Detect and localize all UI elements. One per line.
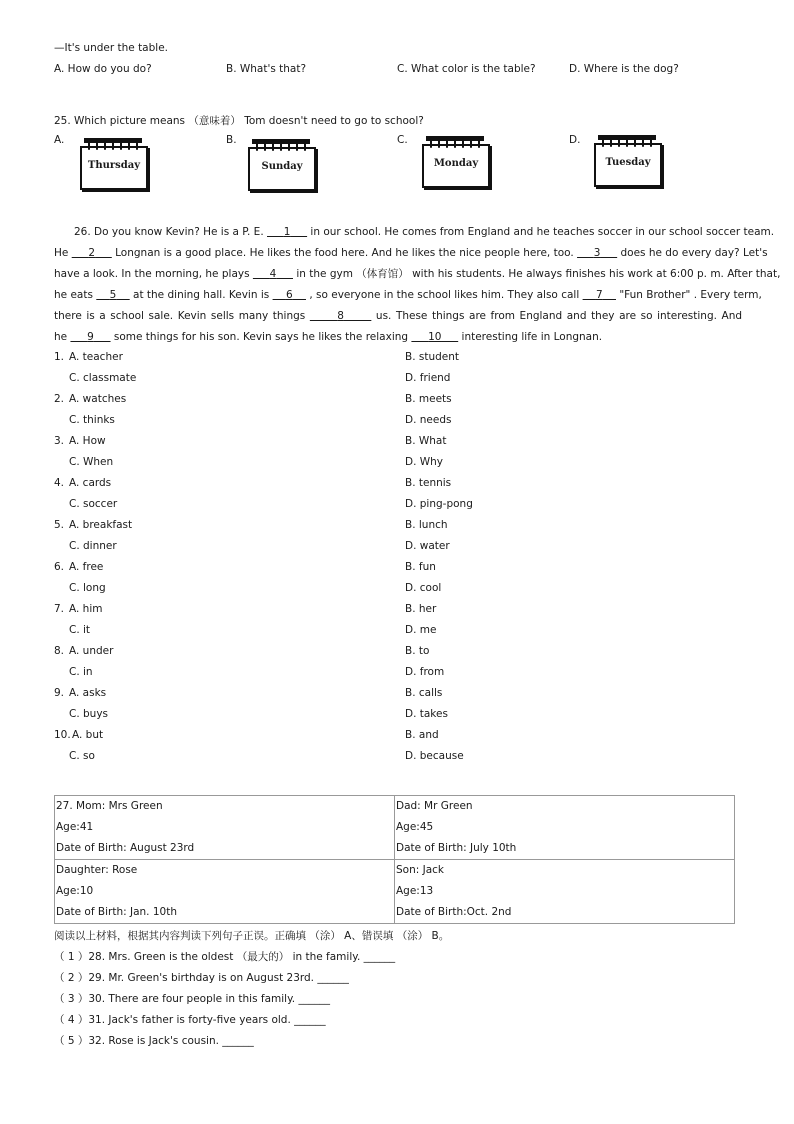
blank-2: 2 [88,247,96,259]
option-a: A. watches [69,393,127,405]
option-d: D. takes [405,708,448,720]
option-a: A. free [69,561,104,573]
calendar-icon-tuesday [594,135,660,185]
cell-line: Date of Birth: July 10th [396,842,517,854]
calendar-icon-monday [422,136,488,186]
option-number: 6. [54,561,65,573]
statement-32: （ 5 ）32. Rose is Jack's cousin. ______ [54,1035,254,1047]
option-d: D. ping-pong [405,498,473,510]
q25-question: 25. Which picture means （意味着） Tom doesn't need to go to school? [54,115,424,127]
cell-line: Dad: Mr Green [396,800,473,812]
option-d: D. Why [405,456,444,468]
option-b: B. lunch [405,519,448,531]
table-cell-mom [55,796,395,860]
table-cell-daughter [55,860,395,924]
option-d: D. needs [405,414,452,426]
passage-line: he eats 5 at the dining hall. Kevin is 6 , so everyone in the school likes him. They also call 7 "Fun Brother" . Every term, [54,289,762,301]
q25-option-d-letter: D. [569,134,581,146]
passage-line: have a look. In the morning, he plays 4 in the gym （体育馆） with his students. He always finishes his work at 6:00 p. m. After that, [54,268,781,280]
option-b: B. to [405,645,430,657]
option-number: 7. [54,603,65,615]
blank-6: 6 [285,289,293,301]
cell-line: Date of Birth:Oct. 2nd [396,906,512,918]
option-b: B. student [405,351,460,363]
q25-option-b-letter: B. [226,134,237,146]
option-number: 9. [54,687,65,699]
answer-line: —It's under the table. [54,42,168,54]
option-b: B. and [405,729,439,741]
option-number: 1. [54,351,65,363]
option-a: A. asks [69,687,107,699]
passage-line: He 2 Longnan is a good place. He likes the food here. And he likes the nice people here, too. 3 does he do every day? Let's [54,247,768,259]
option-a: A. but [72,729,104,741]
cell-line: Son: Jack [396,864,445,876]
family-info-table [54,795,735,924]
calendar-day-label: Monday [433,158,479,169]
option-d: D. from [405,666,445,678]
q25-option-c-letter: C. [397,134,408,146]
cell-line: Age:10 [56,885,94,897]
option-b: B. meets [405,393,452,405]
q24-option-d: D. Where is the dog? [569,63,679,75]
cell-line: Date of Birth: Jan. 10th [56,906,177,918]
passage-line: he 9 some things for his son. Kevin says he likes the relaxing 10 interesting life in Longnan. [54,331,603,343]
q24-option-c: C. What color is the table? [397,63,536,75]
q24-option-a: A. How do you do? [54,63,152,75]
q25-option-a-letter: A. [54,134,65,146]
option-number: 5. [54,519,65,531]
calendar-day-label: Sunday [261,161,303,172]
blank-10: 10 [428,331,442,343]
option-d: D. me [405,624,437,636]
option-a: A. under [69,645,114,657]
cell-line: Age:13 [396,885,434,897]
table-cell-son [395,860,735,924]
statement-28: （ 1 ）28. Mrs. Green is the oldest （最大的） in the family. ______ [54,951,396,963]
option-number: 2. [54,393,65,405]
q24-option-b: B. What's that? [226,63,307,75]
option-b: B. What [405,435,447,447]
table-cell-dad [395,796,735,860]
option-b: B. her [405,603,437,615]
passage-line: 26. Do you know Kevin? He is a P. E. 1 in our school. He comes from England and he teaches soccer in our school soccer team. [74,226,775,238]
option-a: A. him [69,603,103,615]
option-a: A. breakfast [69,519,133,531]
cell-line: Daughter: Rose [56,864,138,876]
option-c: C. so [69,750,95,762]
option-c: C. long [69,582,106,594]
option-d: D. cool [405,582,442,594]
option-a: A. cards [69,477,112,489]
option-c: C. dinner [69,540,117,552]
option-d: D. friend [405,372,451,384]
calendar-icon-sunday [248,139,314,189]
cell-line: Age:45 [396,821,434,833]
option-number: 10. [54,729,71,741]
option-c: C. soccer [69,498,118,510]
option-number: 8. [54,645,65,657]
table-row [55,796,735,860]
option-a: A. teacher [69,351,123,363]
option-c: C. thinks [69,414,115,426]
table-row [55,860,735,924]
option-a: A. How [69,435,106,447]
option-d: D. water [405,540,450,552]
instruction-text: 阅读以上材料，根据其内容判读下列句子正误。正确填 （涂） A、错误填 （涂） B。 [54,930,450,942]
option-c: C. classmate [69,372,137,384]
statement-30: （ 3 ）30. There are four people in this family. ______ [54,993,330,1005]
calendar-day-label: Tuesday [605,157,651,168]
option-c: C. in [69,666,93,678]
blank-9: 9 [87,331,94,343]
blank-7: 7 [595,289,603,301]
option-c: C. When [69,456,114,468]
option-number: 4. [54,477,65,489]
option-number: 3. [54,435,65,447]
cell-line: Date of Birth: August 23rd [56,842,195,854]
option-b: B. fun [405,561,436,573]
calendar-day-label: Thursday [87,160,141,171]
blank-8: 8 [337,310,344,322]
cell-line: Age:41 [56,821,94,833]
calendar-icon-thursday [80,138,146,188]
option-b: B. tennis [405,477,452,489]
option-d: D. because [405,750,464,762]
cloze-passage [54,222,781,348]
blank-5: 5 [109,289,117,301]
statement-31: （ 4 ）31. Jack's father is forty-five years old. ______ [54,1014,326,1026]
cell-line: 27. Mom: Mrs Green [56,800,163,812]
statement-29: （ 2 ）29. Mr. Green's birthday is on August 23rd. ______ [54,972,349,984]
passage-line: there is a school sale. Kevin sells many things 8 us. These things are from England and they are so interesting. And [54,310,743,322]
option-c: C. buys [69,708,109,720]
blank-1: 1 [283,226,291,238]
option-b: B. calls [405,687,443,699]
blank-4: 4 [269,268,277,280]
blank-3: 3 [593,247,601,259]
option-c: C. it [69,624,91,636]
